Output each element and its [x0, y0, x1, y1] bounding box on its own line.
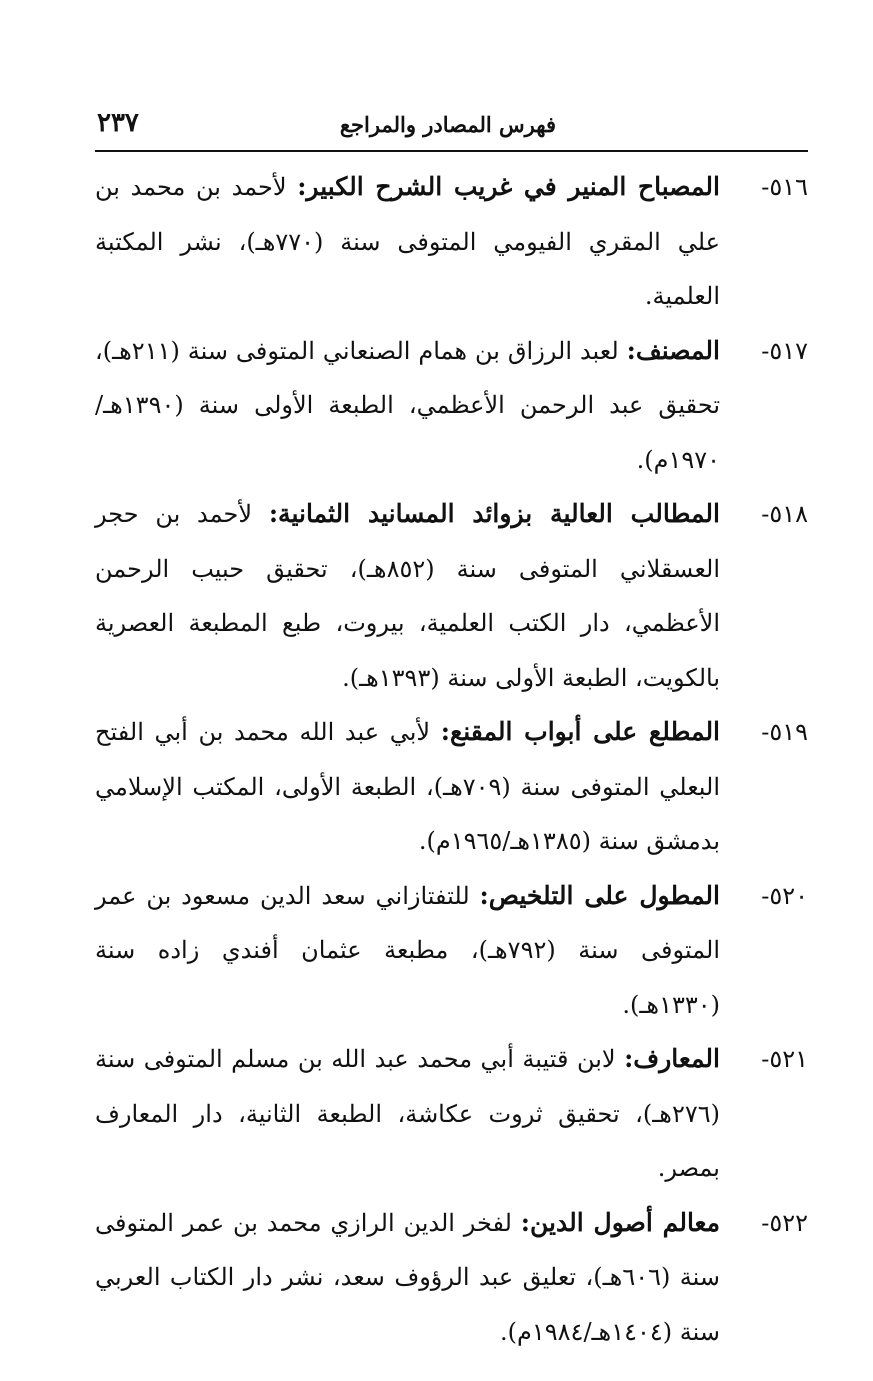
running-title: فهرس المصادر والمراجع: [339, 112, 556, 137]
entry-title: معالم أصول الدين:: [520, 1207, 721, 1237]
entry-title: المصنف:: [626, 335, 720, 365]
entry-title: المطالب العالية بزوائد المسانيد الثمانية:: [268, 499, 720, 528]
entry-number: ٥٢١-: [761, 1045, 808, 1073]
bibliography-entry: [95, 1032, 808, 1196]
page-header: [95, 108, 808, 148]
entry-number: ٥٢٢-: [761, 1208, 808, 1237]
entry-number: ٥٢٠-: [761, 881, 808, 910]
entry-text: لأبي عبد الله محمد بن أبي الفتح البعلي المتوفى سنة (٧٠٩هـ)، الطبعة الأولى، المكتب الإسلامي بدمشق سنة (١٣٨٥هـ/١٩٦٥م).: [95, 718, 720, 855]
bibliography-entry: [95, 869, 808, 1033]
entry-number: ٥١٦-: [761, 173, 808, 201]
entry-title: المطلع على أبواب المقنع:: [440, 717, 721, 746]
entry-text: لعبد الرزاق بن همام الصنعاني المتوفى سنة (٢١١هـ)، تحقيق عبد الرحمن الأعظمي، الطبعة الأولى سنة (١٣٩٠هـ/ ١٩٧٠م).: [95, 336, 720, 474]
entry-title: المعارف:: [624, 1044, 720, 1073]
bibliography-entry: [95, 324, 808, 488]
entry-number: ٥١٧-: [761, 336, 808, 365]
entry-number: ٥١٨-: [761, 500, 808, 528]
entry-text: للتفتازاني سعد الدين مسعود بن عمر المتوفى سنة (٧٩٢هـ)، مطبعة عثمان أفندي زاده سنة (١٣٣٠هـ).: [95, 881, 720, 1019]
entry-text: لأحمد بن محمد بن علي المقري الفيومي المتوفى سنة (٧٧٠هـ)، نشر المكتبة العلمية.: [95, 173, 720, 310]
bibliography-entry: [95, 160, 808, 324]
entry-text: لابن قتيبة أبي محمد عبد الله بن مسلم المتوفى سنة (٢٧٦هـ)، تحقيق ثروت عكاشة، الطبعة الثانية، دار المعارف بمصر.: [95, 1045, 720, 1182]
bibliography-entry: [95, 487, 808, 705]
entry-title: المطول على التلخيص:: [479, 880, 720, 910]
entry-number: ٥١٩-: [761, 718, 808, 746]
entry-text: لفخر الدين الرازي محمد بن عمر المتوفى سنة (٦٠٦هـ)، تعليق عبد الرؤوف سعد، نشر دار الكتاب العربي سنة (١٤٠٤هـ/١٩٨٤م).: [95, 1208, 720, 1346]
bibliography-entry: [95, 705, 808, 869]
entry-title: المصباح المنير في غريب الشرح الكبير:: [297, 172, 720, 201]
header-divider: [95, 150, 808, 152]
bibliography-list: [95, 160, 808, 1359]
entry-text: لأحمد بن حجر العسقلاني المتوفى سنة (٨٥٢هـ)، تحقيق حبيب الرحمن الأعظمي، دار الكتب العلمية، بيروت، طبع المطبعة العصرية بالكويت، الطبعة الأولى سنة (١٣٩٣هـ).: [95, 500, 720, 692]
bibliography-entry: [95, 1196, 808, 1360]
page-number: ٢٣٧: [97, 108, 139, 138]
